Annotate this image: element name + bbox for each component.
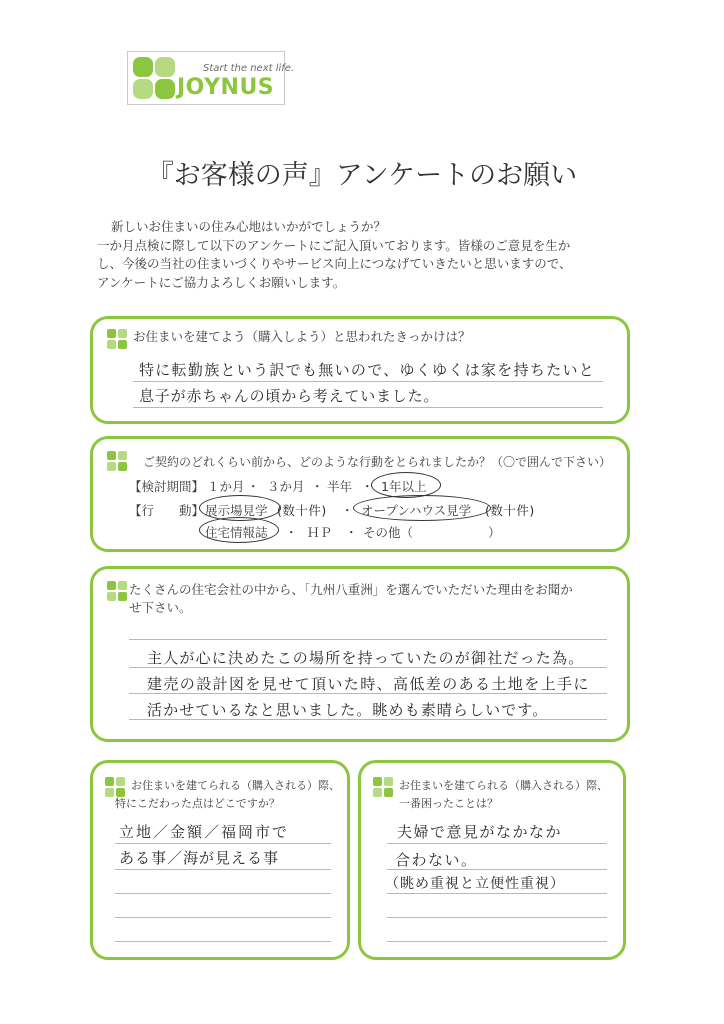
action-option: ＨＰ: [307, 525, 333, 540]
answer-line: [387, 843, 607, 844]
question-text: お住まいを建てられる（購入される）際、: [399, 779, 608, 792]
handwritten-answer: 合わない。: [395, 851, 478, 869]
answer-line: [115, 843, 331, 844]
action-option-selected: 住宅情報誌: [205, 525, 268, 540]
intro-text: [97, 218, 657, 292]
answer-line: [387, 893, 607, 894]
answer-line: [129, 639, 607, 640]
action-option-selected: オープンハウス見学: [361, 503, 472, 518]
clover-bullet-icon: [107, 329, 127, 349]
separator: ・: [311, 479, 324, 494]
logo-tagline: Start the next life.: [203, 63, 295, 74]
question-card-difficulties: [358, 760, 626, 960]
handwritten-answer: 特に転勤族という訳でも無いので、ゆくゆくは家を持ちたいと: [139, 361, 596, 379]
handwritten-answer: （眺め重視と立便性重視）: [385, 876, 565, 892]
handwritten-answer: 建売の設計図を見せて頂いた時、高低差のある土地を上手に: [147, 675, 590, 693]
separator: ・: [285, 525, 298, 540]
separator: ・: [341, 503, 354, 518]
answer-line: [115, 869, 331, 870]
question-text: お住まいを建てられる（購入される）際、: [131, 779, 340, 792]
handwritten-note: (数十件): [485, 503, 535, 518]
question-text: たくさんの住宅会社の中から、「九州八重洲」を選んでいただいた理由をお聞か: [129, 582, 573, 597]
answer-line: [387, 941, 607, 942]
selection-circle: [353, 495, 491, 521]
period-option: １か月: [207, 479, 245, 494]
action-label: 【行 動】: [129, 503, 205, 518]
logo-wordmark: JOYNUS: [177, 75, 275, 100]
period-option: 半年: [327, 479, 353, 494]
question-card-motivation: [90, 316, 630, 424]
clover-bullet-icon: [105, 777, 125, 797]
intro-line: 新しいお住まいの住み心地はいかがでしょうか？: [111, 219, 387, 234]
question-card-actions: [90, 436, 630, 552]
separator: ・: [345, 525, 358, 540]
selection-circle: [199, 517, 279, 543]
answer-line: [115, 893, 331, 894]
handwritten-note: (数十件): [277, 503, 327, 518]
separator: ・: [361, 479, 374, 494]
question-text: お住まいを建てよう（購入しよう）と思われたきっかけは？: [133, 329, 471, 344]
question-text: せ下さい。: [129, 600, 192, 615]
handwritten-answer: 息子が赤ちゃんの頃から考えていました。: [139, 387, 440, 405]
question-card-reason: [90, 566, 630, 742]
period-option: ３か月: [267, 479, 305, 494]
handwritten-answer: 主人が心に決めたこの場所を持っていたのが御社だった為。: [147, 649, 585, 667]
answer-line: [115, 941, 331, 942]
period-label: 【検討期間】: [129, 479, 205, 494]
intro-line: 一か月点検に際して以下のアンケートにご記入頂いております。皆様のご意見を生か: [97, 237, 571, 253]
selection-circle: [371, 472, 441, 498]
clover-logo-icon: [132, 56, 176, 100]
clover-bullet-icon: [373, 777, 393, 797]
company-logo: [127, 51, 295, 105]
answer-line: [115, 917, 331, 918]
clover-bullet-icon: [107, 581, 127, 601]
page-title: 『お客様の声』アンケートのお願い: [146, 160, 578, 191]
question-card-priorities: [90, 760, 350, 960]
handwritten-answer: 立地／金額／福岡市で: [119, 823, 290, 841]
action-option: その他（ ）: [363, 525, 501, 540]
answer-line: [133, 381, 603, 382]
question-text: ご契約のどれくらい前から、どのような行動をとられましたか？（〇で囲んで下さい）: [143, 455, 612, 469]
handwritten-answer: 夫婦で意見がなかなか: [397, 823, 563, 841]
answer-line: [133, 407, 603, 408]
handwritten-answer: 活かせているなと思いました。眺めも素晴らしいです。: [147, 701, 549, 719]
intro-line: し、今後の当社の住まいづくりやサービス向上につなげていきたいと思いますので、: [97, 256, 572, 271]
handwritten-answer: ある事／海が見える事: [119, 849, 280, 867]
action-option-selected: 展示場見学: [205, 503, 268, 518]
intro-line: アンケートにご協力よろしくお願いします。: [97, 274, 346, 290]
answer-line: [387, 917, 607, 918]
question-text: 一番困ったことは？: [399, 797, 498, 810]
separator: ・: [247, 479, 260, 494]
question-text: 特にこだわった点はどこですか？: [115, 797, 280, 810]
period-option-selected: 1年以上: [381, 479, 427, 494]
clover-bullet-icon: [107, 451, 127, 471]
